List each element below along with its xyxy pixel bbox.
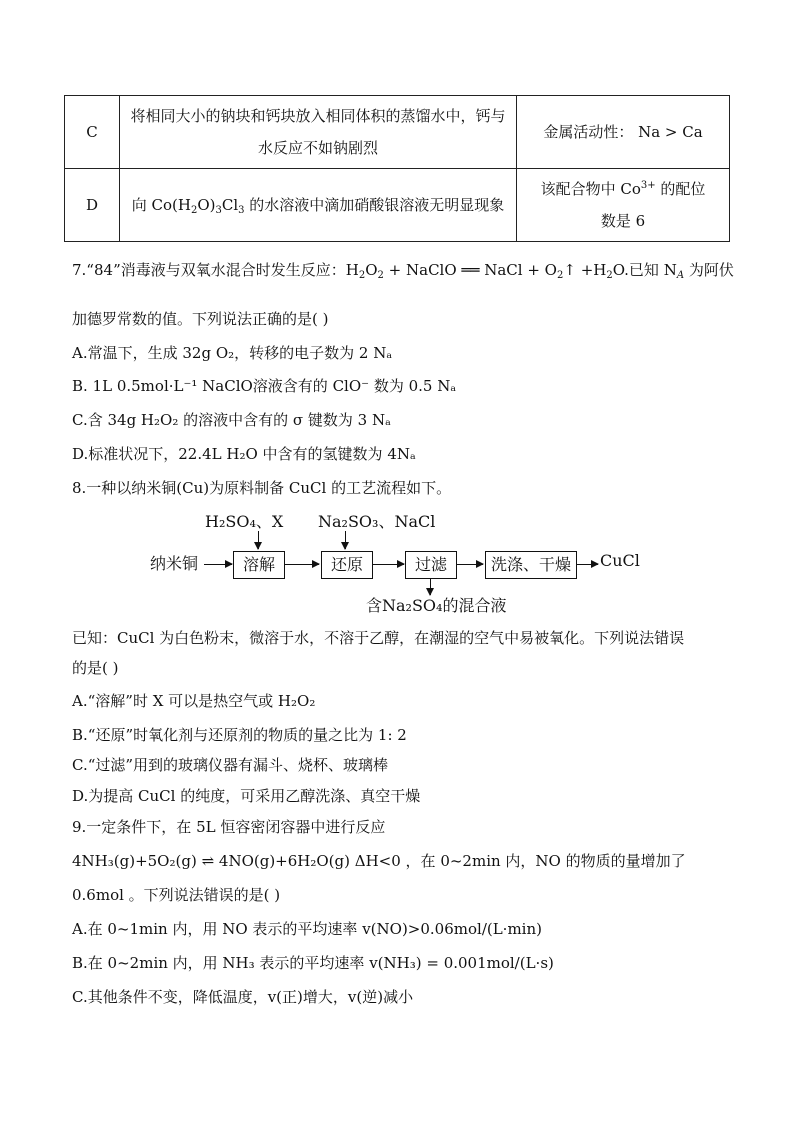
- row-operation: [120, 96, 517, 169]
- conclusion-text: 的配位: [655, 180, 706, 198]
- row-conclusion: 金属活动性： Na > Ca: [517, 96, 730, 169]
- q9-stem: 9.一定条件下，在 5L 恒容密闭容器中进行反应: [72, 818, 386, 836]
- step-reduce: 还原: [321, 551, 373, 579]
- start-label: 纳米铜: [150, 554, 199, 573]
- down-arrow: [258, 531, 259, 549]
- q8-known-line2: 的是( ): [72, 659, 119, 677]
- row-conclusion: [517, 169, 730, 242]
- operation-line: 将相同大小的钠块和钙块放入相同体积的蒸馏水中，钙与: [130, 107, 506, 125]
- process-flow-diagram: [150, 505, 650, 617]
- end-label: CuCl: [600, 551, 640, 570]
- q9-option-a: A.在 0~1min 内，用 NO 表示的平均速率 v(NO)>0.06mol/(L·min): [72, 920, 542, 938]
- conclusion-text: 该配合物中 Co: [540, 180, 641, 198]
- q9-option-c: C.其他条件不变，降低温度，v(正)增大，v(逆)减小: [72, 988, 414, 1006]
- operation-line: 水反应不如钠剧烈: [257, 139, 378, 157]
- operation-text: Cl: [221, 196, 239, 214]
- row-operation: 向 $Co(H_2O)_3Cl_3$ 的水溶液中滴加硝酸银溶液无明显现象: [120, 169, 517, 242]
- right-arrow: [456, 564, 483, 565]
- right-arrow: [372, 564, 404, 565]
- q7-option-a: A.常温下，生成 32g O₂，转移的电子数为 2 Nₐ: [72, 344, 393, 362]
- conclusion-text: 数是 6: [600, 212, 646, 230]
- q7-option-c: C.含 34g H₂O₂ 的溶液中含有的 σ 键数为 3 Nₐ: [72, 411, 391, 429]
- operation-text: O): [197, 196, 216, 214]
- q9-equation: 4NH₃(g)+5O₂(g) ⇌ 4NO(g)+6H₂O(g) ΔH<0 ，在 0~2min 内，NO 的物质的量增加了: [72, 852, 686, 870]
- table-row: [65, 169, 730, 242]
- step-filter: 过滤: [405, 551, 457, 579]
- down-arrow: [345, 531, 346, 549]
- right-arrow: [204, 564, 232, 565]
- operation-text: 的水溶液中滴加硝酸银溶液无明显现象: [244, 196, 505, 214]
- right-arrow: [284, 564, 319, 565]
- step-wash-dry: 洗涤、干燥: [485, 551, 577, 579]
- q9-equation-end: 0.6mol 。下列说法错误的是( ): [72, 886, 281, 904]
- q7-stem-line1: 7.“84”消毒液与双氧水混合时发生反应：$H_2O_2$ + NaClO ══ NaCl + $O_2↑ +H_2O$.已知 $N_A$ 为阿伏: [72, 261, 734, 281]
- reagent-label-2: Na₂SO₃、NaCl: [318, 512, 436, 531]
- operation-text: 向 Co(H: [131, 196, 191, 214]
- q8-option-b: B.“还原”时氧化剂与还原剂的物质的量之比为 1: 2: [72, 726, 407, 744]
- table-row: [65, 96, 730, 169]
- q7-stem-line2: 加德罗常数的值。下列说法正确的是( ): [72, 310, 329, 328]
- step-dissolve: 溶解: [233, 551, 285, 579]
- q8-stem: 8.一种以纳米铜(Cu)为原料制备 CuCl 的工艺流程如下。: [72, 479, 452, 497]
- row-letter: C: [65, 96, 120, 169]
- q7-option-d: D.标准状况下，22.4L H₂O 中含有的氢键数为 4Nₐ: [72, 445, 416, 463]
- row-letter: D: [65, 169, 120, 242]
- q8-option-c: C.“过滤”用到的玻璃仪器有漏斗、烧杯、玻璃棒: [72, 756, 389, 774]
- q9-option-b: B.在 0~2min 内，用 NH₃ 表示的平均速率 v(NH₃) = 0.001mol/(L·s): [72, 954, 554, 972]
- right-arrow: [576, 564, 598, 565]
- q8-option-a: A.“溶解”时 X 可以是热空气或 H₂O₂: [72, 692, 316, 710]
- q8-option-d: D.为提高 CuCl 的纯度，可采用乙醇洗涤、真空干燥: [72, 787, 421, 805]
- q7-option-b: B. 1L 0.5mol·L⁻¹ NaClO溶液含有的 ClO⁻ 数为 0.5 Nₐ: [72, 377, 457, 395]
- options-table: [64, 95, 730, 242]
- q8-known-line1: 已知：CuCl 为白色粉末，微溶于水，不溶于乙醇，在潮湿的空气中易被氧化。下列说法错误: [72, 629, 685, 647]
- charge-sup: 3+: [640, 180, 656, 191]
- reagent-label-1: H₂SO₄、X: [205, 512, 284, 531]
- byproduct-label: 含Na₂SO₄的混合液: [366, 596, 507, 615]
